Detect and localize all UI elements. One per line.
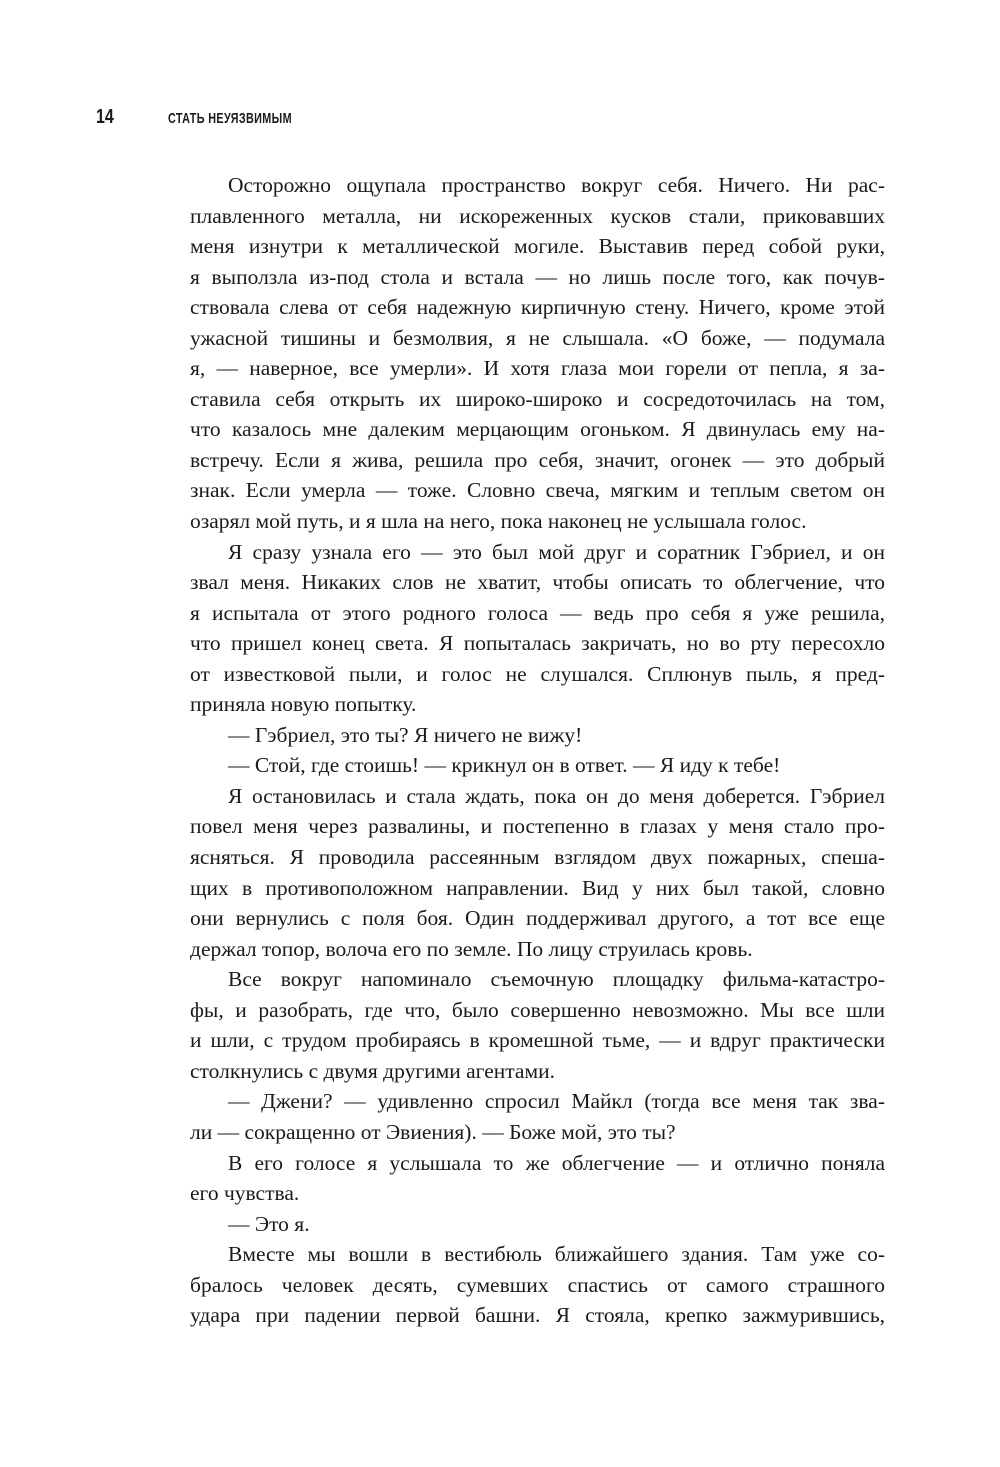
- text-line: повел меня через развалины, и постепенно в глазах у меня стало про-: [190, 814, 885, 839]
- text-line: Осторожно ощупала пространство вокруг себя. Ничего. Ни рас-: [228, 173, 885, 197]
- text-line: что казалось мне далеким мерцающим огоньком. Я двинулась ему на-: [190, 417, 885, 442]
- text-line: озарял мой путь, и я шла на него, пока наконец не услышала голос.: [190, 509, 807, 534]
- text-line: щих в противоположном направлении. Вид у них был такой, словно: [190, 875, 885, 900]
- text-line: ставила себя открыть их широко-широко и сосредоточилась на том,: [190, 386, 885, 411]
- text-line: бралось человек десять, сумевших спастись от самого страшного: [190, 1272, 885, 1297]
- text-line: Я сразу узнала его — это был мой друг и соратник Гэбриел, и он: [228, 539, 885, 564]
- text-line: — Гэбриел, это ты? Я ничего не вижу!: [228, 722, 583, 747]
- text-line: меня изнутри к металлической могиле. Выставив перед собой руки,: [190, 234, 885, 259]
- text-line: ствовала слева от себя надежную кирпичную стену. Ничего, кроме этой: [190, 295, 885, 320]
- text-line: плавленного металла, ни искореженных кусков стали, приковавших: [190, 203, 885, 228]
- text-line: — Джени? — удивленно спросил Майкл (тогда все меня так зва-: [228, 1089, 885, 1114]
- text-line: я испытала от этого родного голоса — ведь про себя я уже решила,: [190, 600, 885, 625]
- text-line: приняла новую попытку.: [190, 692, 417, 717]
- text-line: что пришел конец света. Я попыталась закричать, но во рту пересохло: [190, 631, 885, 656]
- text-line: держал топор, волоча его по земле. По лицу струилась кровь.: [190, 936, 753, 961]
- text-line: ужасной тишины и безмолвия, я не слышала. «О боже, — подумала: [190, 325, 885, 350]
- text-line: — Стой, где стоишь! — крикнул он в ответ. — Я иду к тебе!: [228, 753, 781, 778]
- text-line: знак. Если умерла — тоже. Словно свеча, мягким и теплым светом он: [190, 478, 885, 503]
- text-line: столкнулись с двумя другими агентами.: [190, 1058, 555, 1083]
- text-line: фы, и разобрать, где что, было совершенно невозможно. Мы все шли: [190, 997, 885, 1022]
- text-line: я, — наверное, все умерли». И хотя глаза мои горели от пепла, я за-: [190, 356, 885, 381]
- text-line: ли — сокращенно от Эвиения). — Боже мой, это ты?: [190, 1119, 676, 1144]
- text-line: Все вокруг напоминало съемочную площадку фильма-катастро-: [228, 967, 885, 992]
- text-line: я выползла из-под стола и встала — но лишь после того, как почув-: [190, 264, 885, 289]
- text-line: его чувства.: [190, 1181, 300, 1206]
- page-number: 14: [96, 106, 114, 128]
- running-header: [96, 106, 340, 129]
- text-line: удара при падении первой башни. Я стояла, крепко зажмурившись,: [190, 1303, 885, 1328]
- text-line: от известковой пыли, и голос не слушался. Сплюнув пыль, я пред-: [190, 661, 885, 686]
- text-line: они вернулись с поля боя. Один поддерживал другого, а тот все еще: [190, 906, 885, 931]
- text-line: Вместе мы вошли в вестибюль ближайшего здания. Там уже со-: [228, 1242, 885, 1267]
- text-line: — Это я.: [228, 1211, 310, 1236]
- text-line: и шли, с трудом пробираясь в кромешной тьме, — и вдруг практически: [190, 1028, 885, 1053]
- text-line: Я остановилась и стала ждать, пока он до меня доберется. Гэбриел: [228, 783, 885, 808]
- text-line: звал меня. Никаких слов не хватит, чтобы описать то облегчение, что: [190, 570, 885, 595]
- text-line: ясняться. Я проводила рассеянным взглядом двух пожарных, спеша-: [190, 845, 885, 870]
- body-text: [190, 170, 885, 1331]
- running-title: СТАТЬ НЕУЯЗВИМЫМ: [168, 110, 292, 127]
- text-line: В его голосе я услышала то же облегчение — и отлично поняла: [228, 1150, 885, 1175]
- text-line: встречу. Если я жива, решила про себя, значит, огонек — это добрый: [190, 447, 885, 472]
